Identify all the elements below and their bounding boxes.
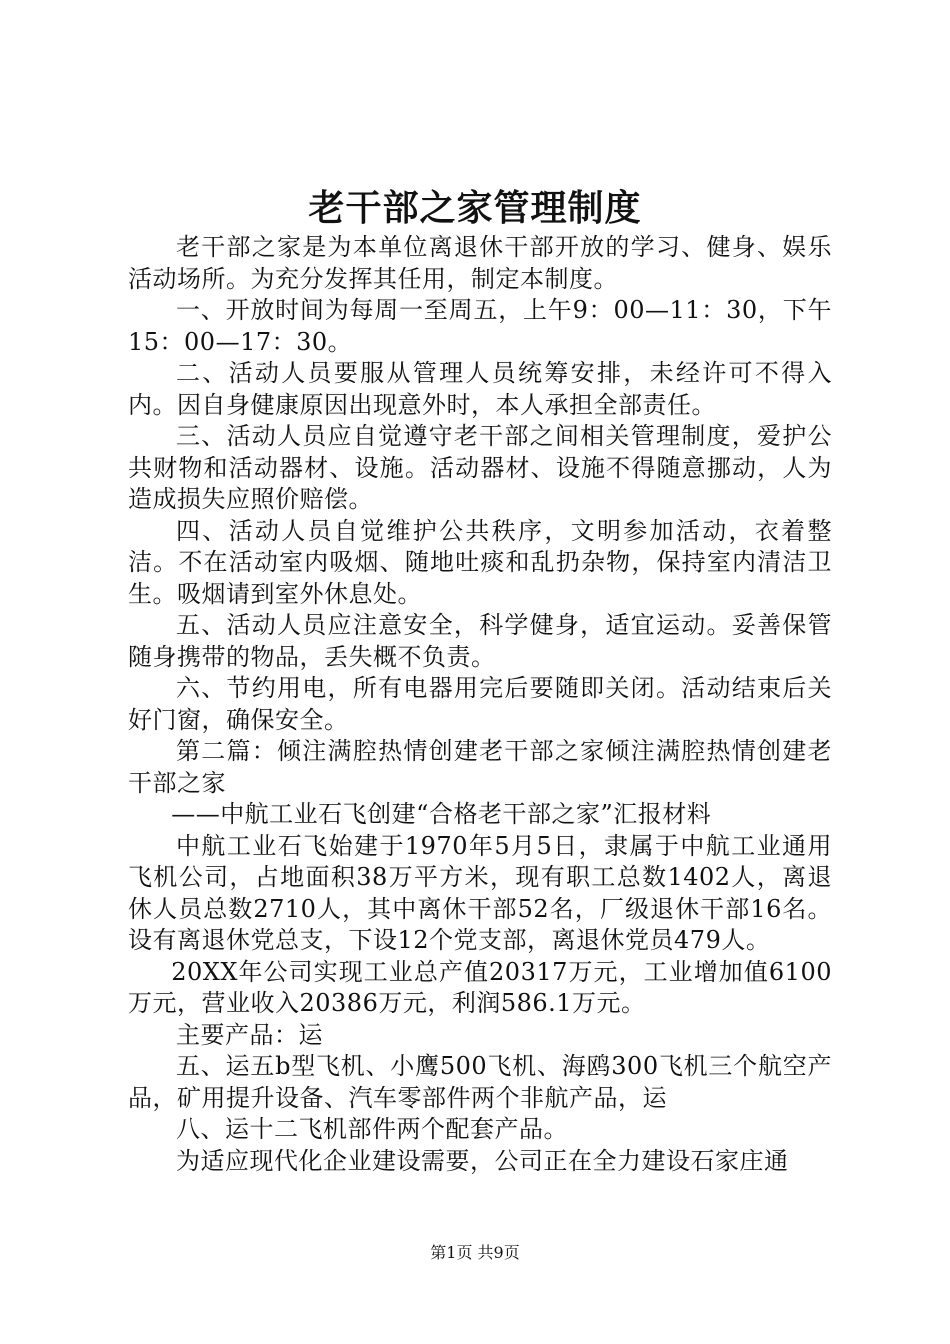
paragraph-rule-1: 一、开放时间为每周一至周五，上午9：00—11：30，下午15：00—17：30。 bbox=[128, 296, 832, 356]
paragraph-modernization: 为适应现代化企业建设需要，公司正在全力建设石家庄通 bbox=[176, 1146, 789, 1175]
paragraph-financials: 20XX年公司实现工业总产值20317万元，工业增加值6100万元，营业收入20386万元，利润586.1万元。 bbox=[128, 957, 832, 1017]
document-title: 老干部之家管理制度 bbox=[308, 187, 642, 229]
paragraph-rule-4: 四、活动人员自觉维护公共秩序，文明参加活动，衣着整洁。不在活动室内吸烟、随地吐痰和乱扔杂物，保持室内清洁卫生。吸烟请到室外休息处。 bbox=[128, 516, 832, 608]
paragraph-supporting-products: 八、运十二飞机部件两个配套产品。 bbox=[176, 1115, 568, 1143]
paragraph-main-products: 主要产品：运 bbox=[176, 1020, 323, 1049]
paragraph-company-intro: 中航工业石飞始建于1970年5月5日，隶属于中航工业通用飞机公司，占地面积38万平方米，现有职工总数1402人，离退休人员总数2710人，其中离休干部52名，厂级退休干部16名。设有离退休党总支，下设12个党支部，离退休党员479人。 bbox=[128, 831, 832, 954]
paragraph-intro: 老干部之家是为本单位离退休干部开放的学习、健身、娱乐活动场所。为充分发挥其任用，制定本制度。 bbox=[128, 233, 832, 293]
paragraph-second-article-heading: 第二篇：倾注满腔热情创建老干部之家倾注满腔热情创建老干部之家 bbox=[128, 737, 832, 797]
paragraph-products-list: 五、运五b型飞机、小鹰500飞机、海鸥300飞机三个航空产品，矿用提升设备、汽车零部件两个非航产品，运 bbox=[128, 1052, 832, 1112]
paragraph-subtitle: ——中航工业石飞创建“合格老干部之家”汇报材料 bbox=[171, 800, 712, 828]
document-body bbox=[128, 232, 832, 1177]
paragraph-rule-5: 五、活动人员应注意安全，科学健身，适宜运动。妥善保管随身携带的物品，丢失概不负责。 bbox=[128, 611, 832, 671]
paragraph-rule-3: 三、活动人员应自觉遵守老干部之间相关管理制度，爱护公共财物和活动器材、设施。活动器材、设施不得随意挪动，人为造成损失应照价赔偿。 bbox=[128, 422, 832, 513]
paragraph-rule-6: 六、节约用电，所有电器用完后要随即关闭。活动结束后关好门窗，确保安全。 bbox=[128, 674, 832, 734]
paragraph-rule-2: 二、活动人员要服从管理人员统筹安排，未经许可不得入内。因自身健康原因出现意外时，本人承担全部责任。 bbox=[128, 359, 832, 419]
page-number-footer: 第1页 共9页 bbox=[430, 1243, 520, 1262]
